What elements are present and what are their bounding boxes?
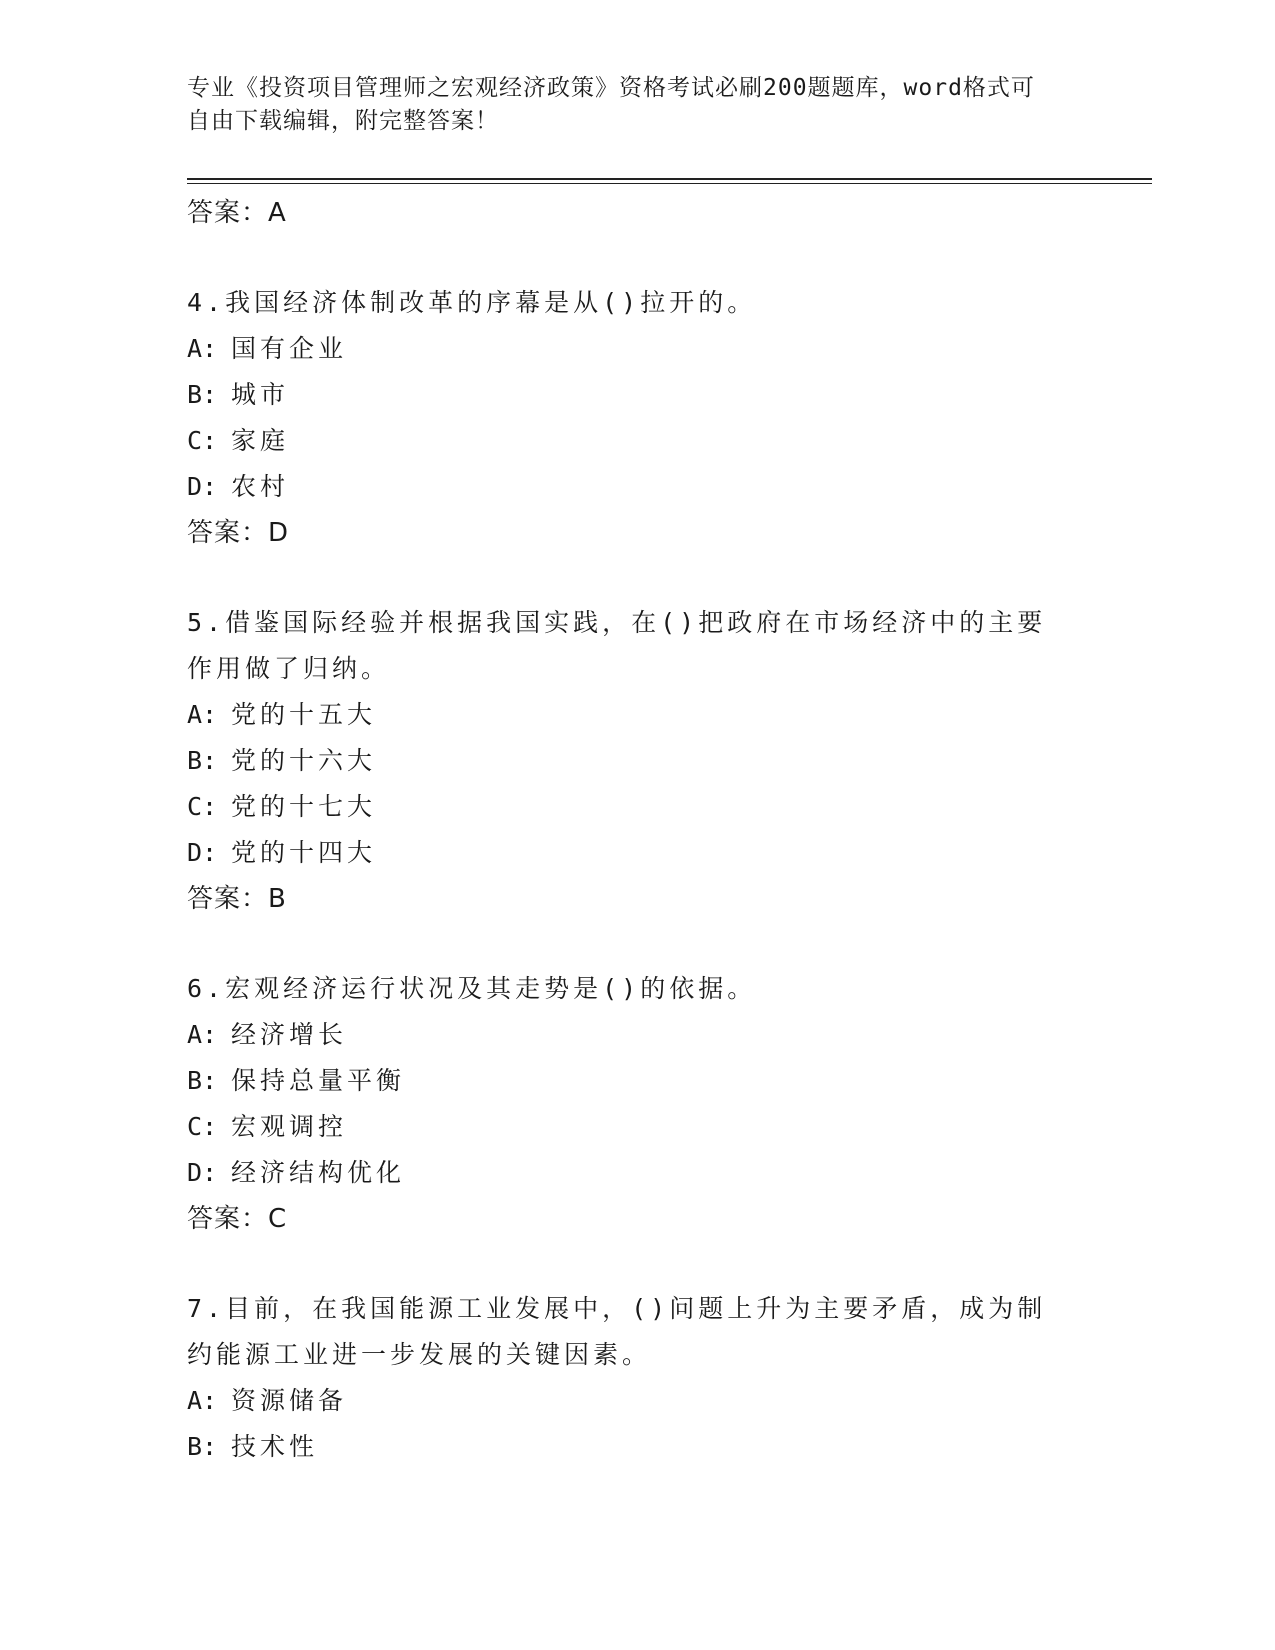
option-key: B: — [187, 380, 218, 409]
question-text: 7.目前，在我国能源工业发展中，()问题上升为主要矛盾，成为制约能源工业进一步发展的关键因素。 — [187, 1294, 1047, 1369]
option-c — [187, 418, 1067, 464]
option-key: A: — [187, 700, 218, 729]
option-key: D: — [187, 1158, 218, 1187]
option-b — [187, 738, 1067, 784]
option-b — [187, 1424, 1067, 1470]
option-key: D: — [187, 472, 218, 501]
option-key: A: — [187, 334, 218, 363]
header-line-2: 自由下载编辑，附完整答案！ — [187, 108, 499, 134]
option-c — [187, 784, 1067, 830]
option-text: 城市 — [231, 380, 290, 409]
header-line-1: 专业《投资项目管理师之宏观经济政策》资格考试必刷200题题库，word格式可 — [187, 75, 1035, 101]
question-block — [187, 1286, 1067, 1470]
option-text: 党的十七大 — [231, 792, 377, 821]
document-header — [187, 72, 1067, 138]
question-text: 5.借鉴国际经验并根据我国实践，在()把政府在市场经济中的主要作用做了归纳。 — [187, 608, 1047, 683]
header-divider-thin — [187, 183, 1152, 184]
option-key: B: — [187, 1066, 218, 1095]
option-key: C: — [187, 426, 218, 455]
option-key: C: — [187, 1112, 218, 1141]
option-key: C: — [187, 792, 218, 821]
option-text: 党的十五大 — [231, 700, 377, 729]
option-text: 党的十四大 — [231, 838, 377, 867]
option-text: 保持总量平衡 — [231, 1066, 406, 1095]
option-text: 资源储备 — [231, 1386, 348, 1415]
question-text: 4.我国经济体制改革的序幕是从()拉开的。 — [187, 288, 757, 317]
option-key: B: — [187, 746, 218, 775]
option-a — [187, 1378, 1067, 1424]
question-block — [187, 600, 1067, 922]
option-key: A: — [187, 1386, 218, 1415]
option-b — [187, 1058, 1067, 1104]
option-text: 技术性 — [231, 1432, 319, 1461]
document-body — [187, 190, 1067, 1470]
option-c — [187, 1104, 1067, 1150]
question-text: 6.宏观经济运行状况及其走势是()的依据。 — [187, 974, 757, 1003]
option-d — [187, 464, 1067, 510]
answer-line: 答案：B — [187, 884, 287, 914]
option-text: 家庭 — [231, 426, 290, 455]
option-text: 党的十六大 — [231, 746, 377, 775]
option-key: B: — [187, 1432, 218, 1461]
answer-line: 答案：C — [187, 1204, 288, 1234]
option-text: 农村 — [231, 472, 290, 501]
option-d — [187, 830, 1067, 876]
header-divider — [187, 178, 1152, 180]
option-key: D: — [187, 838, 218, 867]
option-text: 国有企业 — [231, 334, 348, 363]
answer-line: 答案：A — [187, 198, 287, 228]
answer-line: 答案：D — [187, 518, 290, 548]
option-a — [187, 326, 1067, 372]
option-b — [187, 372, 1067, 418]
question-block — [187, 966, 1067, 1242]
option-a — [187, 692, 1067, 738]
option-text: 经济结构优化 — [231, 1158, 406, 1187]
option-a — [187, 1012, 1067, 1058]
option-key: A: — [187, 1020, 218, 1049]
option-text: 宏观调控 — [231, 1112, 348, 1141]
question-block — [187, 280, 1067, 556]
option-d — [187, 1150, 1067, 1196]
option-text: 经济增长 — [231, 1020, 348, 1049]
